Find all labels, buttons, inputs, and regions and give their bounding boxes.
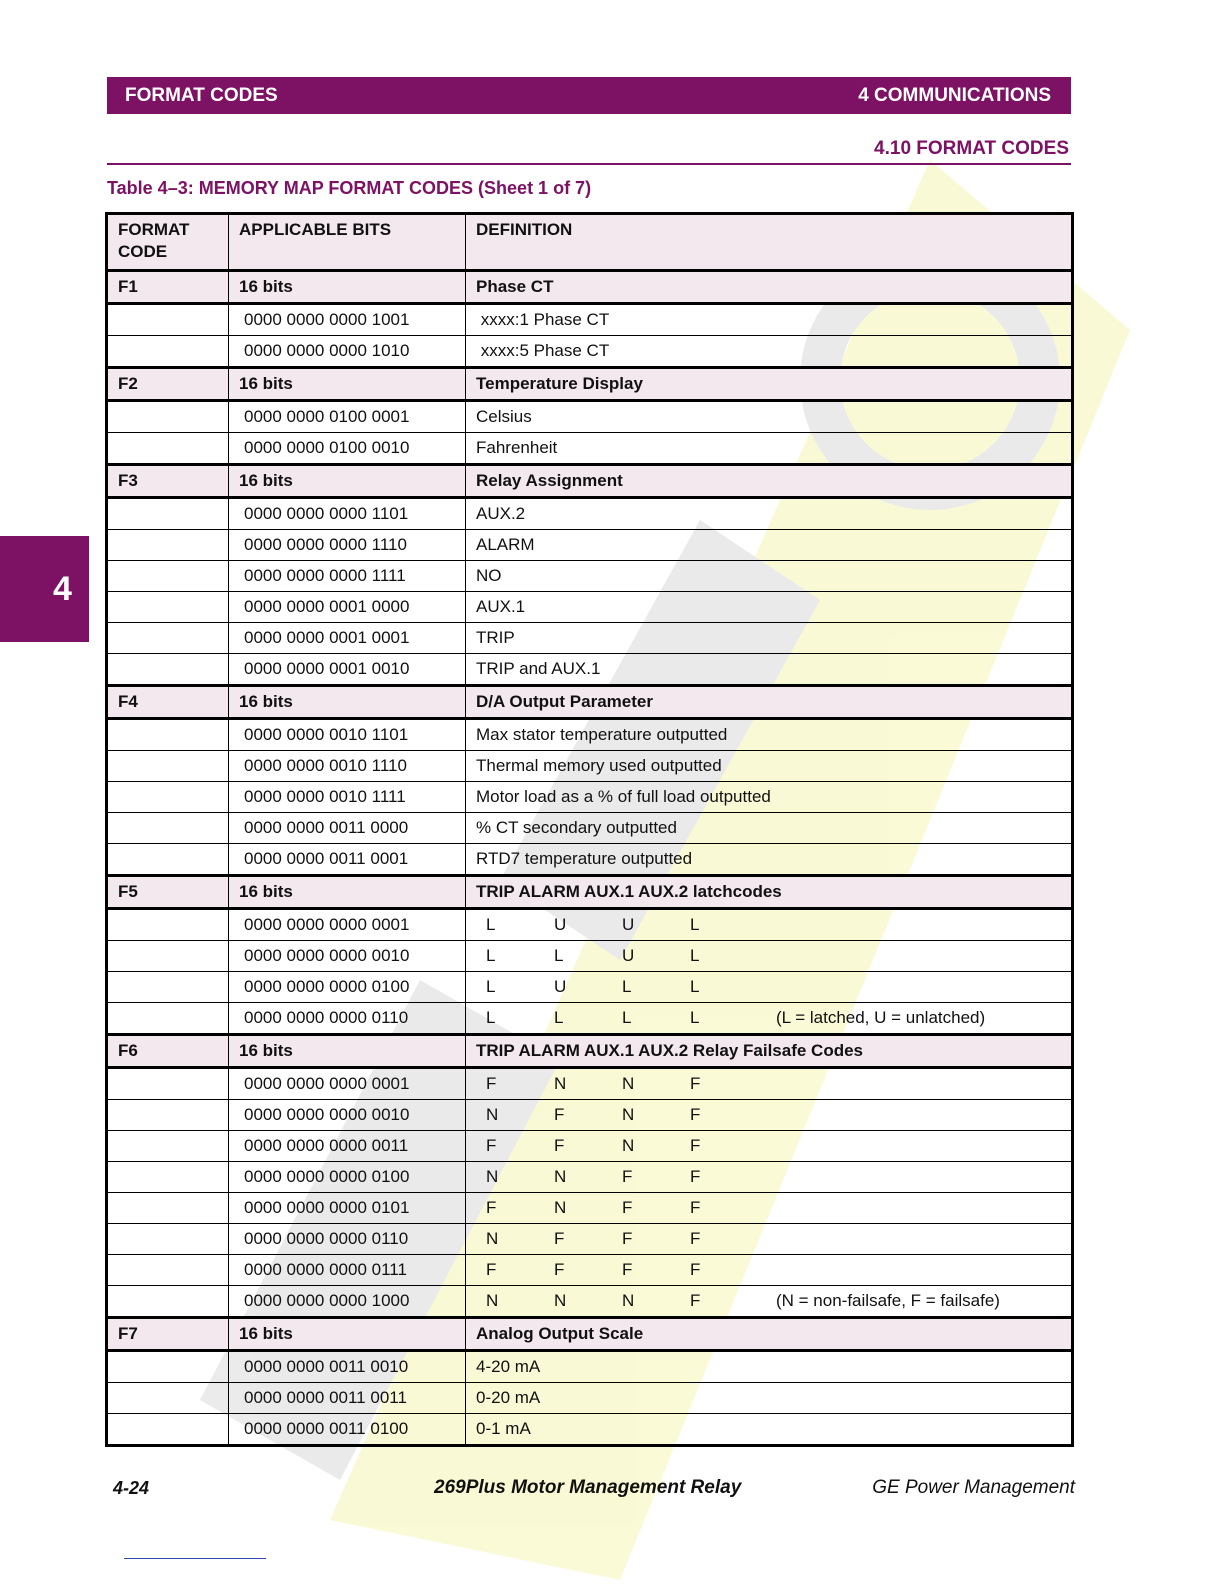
flag-value: L: [690, 915, 700, 934]
bits-cell: 0000 0000 0011 0011: [229, 1383, 466, 1414]
table-row: [107, 972, 1073, 1003]
flag-value: N: [622, 1105, 635, 1124]
flag-value: F: [554, 1229, 565, 1248]
empty-code-cell: [107, 401, 229, 433]
table-header-row: [107, 214, 1073, 271]
empty-code-cell: [107, 1383, 229, 1414]
flag-value: L: [690, 946, 700, 965]
flag-value: N: [622, 1136, 635, 1155]
table-row: [107, 1351, 1073, 1383]
definition-cell: [466, 941, 1073, 972]
group-definition: Phase CT: [466, 271, 1073, 304]
table-row: [107, 751, 1073, 782]
definition-cell: TRIP: [466, 623, 1073, 654]
legend-note: (L = latched, U = unlatched): [776, 1008, 986, 1027]
flag-value: F: [622, 1198, 633, 1217]
flag-value: N: [622, 1074, 635, 1093]
footer-company: GE Power Management: [872, 1477, 1075, 1498]
empty-code-cell: [107, 561, 229, 592]
flag-value: F: [690, 1136, 701, 1155]
table-row: [107, 561, 1073, 592]
definition-cell: [466, 1162, 1073, 1193]
definition-cell: 4-20 mA: [466, 1351, 1073, 1383]
definition-cell: [466, 1131, 1073, 1162]
flag-value: N: [622, 1291, 635, 1310]
empty-code-cell: [107, 1003, 229, 1035]
bits-cell: 0000 0000 0000 1111: [229, 561, 466, 592]
definition-cell: % CT secondary outputted: [466, 813, 1073, 844]
bits-cell: 0000 0000 0011 0100: [229, 1414, 466, 1446]
empty-code-cell: [107, 844, 229, 876]
group-bits: 16 bits: [229, 1318, 466, 1351]
table-row: [107, 530, 1073, 561]
group-definition: D/A Output Parameter: [466, 686, 1073, 719]
table-row: [107, 623, 1073, 654]
group-bits: 16 bits: [229, 368, 466, 401]
table-row: [107, 1383, 1073, 1414]
chapter-side-tab[interactable]: [0, 536, 89, 642]
empty-code-cell: [107, 1100, 229, 1131]
header-bar: [107, 77, 1071, 114]
table-row: [107, 304, 1073, 336]
group-definition: Relay Assignment: [466, 465, 1073, 498]
flag-value: F: [486, 1198, 497, 1217]
flag-value: U: [622, 915, 635, 934]
flag-value: F: [486, 1074, 497, 1093]
empty-code-cell: [107, 751, 229, 782]
header-applicable-bits: APPLICABLE BITS: [229, 214, 466, 271]
flag-value: F: [690, 1198, 701, 1217]
empty-code-cell: [107, 909, 229, 941]
definition-cell: [466, 1193, 1073, 1224]
definition-cell: [466, 1068, 1073, 1100]
group-row-f6: [107, 1035, 1073, 1068]
table-row: [107, 813, 1073, 844]
flag-value: L: [690, 977, 700, 996]
group-row-f1: [107, 271, 1073, 304]
table-row: [107, 782, 1073, 813]
empty-code-cell: [107, 1351, 229, 1383]
empty-code-cell: [107, 1162, 229, 1193]
bits-cell: 0000 0000 0000 0100: [229, 972, 466, 1003]
flag-value: F: [554, 1136, 565, 1155]
bits-cell: 0000 0000 0100 0001: [229, 401, 466, 433]
bits-cell: 0000 0000 0000 1010: [229, 336, 466, 368]
flag-value: N: [486, 1105, 499, 1124]
definition-cell: NO: [466, 561, 1073, 592]
header-definition: DEFINITION: [466, 214, 1073, 271]
definition-cell: xxxx:5 Phase CT: [466, 336, 1073, 368]
header-right-title: 4 COMMUNICATIONS: [858, 85, 1051, 106]
bits-cell: 0000 0000 0010 1110: [229, 751, 466, 782]
bits-cell: 0000 0000 0000 0010: [229, 1100, 466, 1131]
group-code: F1: [107, 271, 229, 304]
flag-value: U: [622, 946, 635, 965]
group-bits: 16 bits: [229, 686, 466, 719]
section-divider: [107, 163, 1071, 165]
bits-cell: 0000 0000 0011 0001: [229, 844, 466, 876]
flag-value: F: [486, 1136, 497, 1155]
definition-cell: TRIP and AUX.1: [466, 654, 1073, 686]
group-definition: TRIP ALARM AUX.1 AUX.2 latchcodes: [466, 876, 1073, 909]
flag-value: N: [486, 1229, 499, 1248]
empty-code-cell: [107, 813, 229, 844]
table-row: [107, 909, 1073, 941]
group-definition: TRIP ALARM AUX.1 AUX.2 Relay Failsafe Codes: [466, 1035, 1073, 1068]
bits-cell: 0000 0000 0000 0010: [229, 941, 466, 972]
flag-value: F: [554, 1105, 565, 1124]
definition-cell: 0-20 mA: [466, 1383, 1073, 1414]
header-left-title: FORMAT CODES: [125, 85, 278, 106]
table-row: [107, 498, 1073, 530]
group-row-f7: [107, 1318, 1073, 1351]
bits-cell: 0000 0000 0000 0101: [229, 1193, 466, 1224]
definition-cell: Motor load as a % of full load outputted: [466, 782, 1073, 813]
group-code: F5: [107, 876, 229, 909]
flag-value: F: [622, 1167, 633, 1186]
flag-value: L: [554, 946, 564, 965]
empty-code-cell: [107, 654, 229, 686]
definition-cell: [466, 1224, 1073, 1255]
group-bits: 16 bits: [229, 271, 466, 304]
table-caption: Table 4–3: MEMORY MAP FORMAT CODES (Sheet 1 of 7): [107, 178, 592, 198]
empty-code-cell: [107, 1286, 229, 1318]
table-row: [107, 719, 1073, 751]
flag-value: F: [690, 1291, 701, 1310]
bits-cell: 0000 0000 0011 0000: [229, 813, 466, 844]
definition-cell: AUX.2: [466, 498, 1073, 530]
group-row-f2: [107, 368, 1073, 401]
definition-cell: Fahrenheit: [466, 433, 1073, 465]
table-row: [107, 401, 1073, 433]
group-bits: 16 bits: [229, 1035, 466, 1068]
flag-value: U: [554, 977, 567, 996]
flag-value: U: [554, 915, 567, 934]
group-bits: 16 bits: [229, 465, 466, 498]
empty-code-cell: [107, 592, 229, 623]
flag-value: N: [554, 1167, 567, 1186]
table-row: [107, 654, 1073, 686]
flag-value: N: [486, 1167, 499, 1186]
flag-value: F: [690, 1105, 701, 1124]
bits-cell: 0000 0000 0001 0000: [229, 592, 466, 623]
bits-cell: 0000 0000 0000 0100: [229, 1162, 466, 1193]
flag-value: L: [486, 915, 496, 934]
flag-value: L: [486, 977, 496, 996]
bits-cell: 0000 0000 0010 1111: [229, 782, 466, 813]
group-definition: Analog Output Scale: [466, 1318, 1073, 1351]
bits-cell: 0000 0000 0010 1101: [229, 719, 466, 751]
bits-cell: 0000 0000 0001 0001: [229, 623, 466, 654]
flag-value: L: [622, 977, 632, 996]
table-row: [107, 1255, 1073, 1286]
flag-value: F: [690, 1074, 701, 1093]
definition-cell: [466, 1003, 1073, 1035]
chapter-number: 4: [53, 569, 72, 608]
header-format-code: FORMAT CODE: [107, 214, 229, 271]
bottom-link-rule: [124, 1558, 266, 1559]
flag-value: N: [554, 1291, 567, 1310]
bits-cell: 0000 0000 0001 0010: [229, 654, 466, 686]
flag-value: N: [554, 1074, 567, 1093]
flag-value: L: [486, 1008, 496, 1027]
table-row: [107, 1068, 1073, 1100]
footer-title: 269Plus Motor Management Relay: [434, 1477, 742, 1498]
bits-cell: 0000 0000 0000 0110: [229, 1224, 466, 1255]
legend-note: (N = non-failsafe, F = failsafe): [776, 1291, 1000, 1310]
flag-value: F: [690, 1260, 701, 1279]
flag-value: L: [622, 1008, 632, 1027]
definition-cell: [466, 1100, 1073, 1131]
flag-value: F: [622, 1229, 633, 1248]
group-bits: 16 bits: [229, 876, 466, 909]
flag-value: N: [554, 1198, 567, 1217]
table-row: [107, 336, 1073, 368]
empty-code-cell: [107, 530, 229, 561]
bits-cell: 0000 0000 0100 0010: [229, 433, 466, 465]
bits-cell: 0000 0000 0000 0001: [229, 909, 466, 941]
table-row: [107, 1286, 1073, 1318]
group-row-f4: [107, 686, 1073, 719]
empty-code-cell: [107, 782, 229, 813]
definition-cell: Thermal memory used outputted: [466, 751, 1073, 782]
bits-cell: 0000 0000 0000 1000: [229, 1286, 466, 1318]
table-row: [107, 592, 1073, 623]
bits-cell: 0000 0000 0000 1101: [229, 498, 466, 530]
flag-value: F: [622, 1260, 633, 1279]
empty-code-cell: [107, 623, 229, 654]
definition-cell: AUX.1: [466, 592, 1073, 623]
bits-cell: 0000 0000 0000 0001: [229, 1068, 466, 1100]
empty-code-cell: [107, 1193, 229, 1224]
table-row: [107, 1100, 1073, 1131]
group-row-f5: [107, 876, 1073, 909]
bits-cell: 0000 0000 0000 0110: [229, 1003, 466, 1035]
empty-code-cell: [107, 433, 229, 465]
definition-cell: 0-1 mA: [466, 1414, 1073, 1446]
flag-value: F: [554, 1260, 565, 1279]
empty-code-cell: [107, 1414, 229, 1446]
footer-page-number: 4-24: [113, 1478, 150, 1498]
bits-cell: 0000 0000 0000 1110: [229, 530, 466, 561]
group-code: F4: [107, 686, 229, 719]
empty-code-cell: [107, 1068, 229, 1100]
definition-cell: xxxx:1 Phase CT: [466, 304, 1073, 336]
empty-code-cell: [107, 304, 229, 336]
table-row: [107, 433, 1073, 465]
flag-value: F: [690, 1167, 701, 1186]
section-title: 4.10 FORMAT CODES: [874, 138, 1069, 159]
flag-value: F: [690, 1229, 701, 1248]
bits-cell: 0000 0000 0000 1001: [229, 304, 466, 336]
definition-cell: [466, 1255, 1073, 1286]
definition-cell: RTD7 temperature outputted: [466, 844, 1073, 876]
flag-value: F: [486, 1260, 497, 1279]
table-row: [107, 1224, 1073, 1255]
bits-cell: 0000 0000 0000 0011: [229, 1131, 466, 1162]
table-row: [107, 1193, 1073, 1224]
flag-value: N: [486, 1291, 499, 1310]
definition-cell: Max stator temperature outputted: [466, 719, 1073, 751]
table-row: [107, 1003, 1073, 1035]
group-definition: Temperature Display: [466, 368, 1073, 401]
flag-value: L: [554, 1008, 564, 1027]
bits-cell: 0000 0000 0011 0010: [229, 1351, 466, 1383]
bits-cell: 0000 0000 0000 0111: [229, 1255, 466, 1286]
flag-value: L: [690, 1008, 700, 1027]
empty-code-cell: [107, 498, 229, 530]
table-row: [107, 1414, 1073, 1446]
table-row: [107, 1162, 1073, 1193]
definition-cell: [466, 909, 1073, 941]
group-code: F2: [107, 368, 229, 401]
table-row: [107, 1131, 1073, 1162]
group-row-f3: [107, 465, 1073, 498]
group-code: F6: [107, 1035, 229, 1068]
empty-code-cell: [107, 1255, 229, 1286]
group-code: F3: [107, 465, 229, 498]
definition-cell: [466, 972, 1073, 1003]
empty-code-cell: [107, 941, 229, 972]
empty-code-cell: [107, 719, 229, 751]
definition-cell: [466, 1286, 1073, 1318]
empty-code-cell: [107, 1224, 229, 1255]
empty-code-cell: [107, 336, 229, 368]
flag-value: L: [486, 946, 496, 965]
empty-code-cell: [107, 972, 229, 1003]
table-row: [107, 941, 1073, 972]
definition-cell: ALARM: [466, 530, 1073, 561]
table-row: [107, 844, 1073, 876]
group-code: F7: [107, 1318, 229, 1351]
definition-cell: Celsius: [466, 401, 1073, 433]
memory-map-table: [105, 212, 1074, 1447]
empty-code-cell: [107, 1131, 229, 1162]
